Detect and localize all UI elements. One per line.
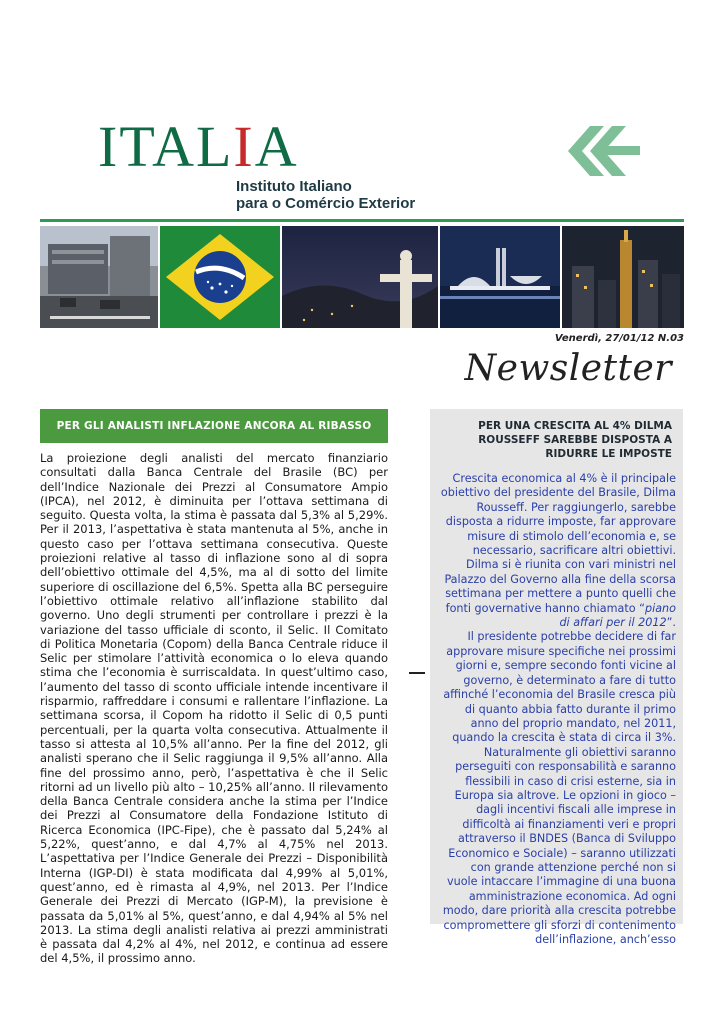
right-article-body [440, 472, 676, 947]
column-divider-dash [409, 672, 425, 674]
brazil-flag-photo [160, 226, 280, 328]
left-article-heading: PER GLI ANALISTI INFLAZIONE ANCORA AL RIBASSO [40, 409, 388, 443]
newsletter-title: Newsletter [464, 348, 672, 389]
org-name-line-1: Instituto Italiano [236, 178, 352, 195]
left-article-body: La proiezione degli analisti del mercato finanziario consultati dalla Banca Centrale del Brasile (BC) per dell’Indice Nazionale dei Prezzi al Consumatore Ampio (IPCA), nel 2012, è diminuita per l’ottava settimana di seguito. Questa volta, la stima è passata dal 5,3% al 5,29%. Per il 2013, l’aspettativa è stata mantenuta al 5%, anche in questo caso per l’ottava settimana consecutiva. Queste proiezioni relative al tasso di inflazione sono al di sopra dell’obiettivo ottimale del 4,5%, ma al di sotto del limite superiore di oscillazione del 6,5%. Spetta alla BC perseguire l’obiettivo ottimale relativo all’inflazione stabilito dal governo. Uno degli strumenti per controllare i prezzi è la variazione del tasso ufficiale di sconto, il Selic. Il Comitato di Politica Monetaria (Copom) della Banca Centrale riduce il Selic per stimolare l’attività economica o lo eleva quando stima che l’economia è surriscaldata. In quest’ultimo caso, l’aumento del tasso di sconto ufficiale intende incentivare il risparmio, raffreddare i consumi e rallentare l’inflazione. La settimana scorsa, il Copom ha ridotto il Selic di 0,5 punti percentuali, per la quarta volta consecutiva. Attualmente il tasso si attesta al 10,5% all’anno. Per la fine del 2012, gli analisti sperano che il Selic raggiunga il 9,5% all’anno. Alla fine del prossimo anno, però, l’aspettativa è che il Selic ritorni ad un livello più alto – 10,25% all’anno. Il rilevamento della Banca Centrale considera anche la stima per l’Indice dei Prezzi al Consumatore della Fondazione Istituto di Ricerca Economica (IPC-Fipe), che è passato dal 5,24% al 5,22%, quest’anno, e dal 4,7% al 4,75% nel 2013. L’aspettativa per l’Indice Generale dei Prezzi – Disponibilità Interna (IGP-DI) è stata modificata dal 4,99% al 5,01%, quest’anno, ed è rimasta al 4,9%, nel 2013. Per l’Indice Generale dei Prezzi di Mercato (IGP-M), la previsione è passata da 5,01% al 5%, quest’anno, e dal 4,94% al 5% nel 2013. La stima degli analisti relativa ai prezzi amministrati è passata dal 4,2% al 4%, nel 2012, e continua ad essere del 4,5%, il prossimo anno. [40, 451, 388, 966]
issue-date-number: Venerdì, 27/01/12 N.03 [554, 333, 684, 344]
double-chevron-arrow-icon [564, 124, 642, 178]
right-article-paragraph-2: Il presidente potrebbe decidere di far approvare misure specifiche nei prossimi giorni e, sempre secondo fonti vicine al governo, è determinato a fare di tutto affinché l’economia del Brasile cresca più di quanto abbia fatto durante il primo anno del proprio mandato, nel 2011, quando la crescita è stata di circa il 3%. [443, 630, 676, 745]
brasilia-congress-photo [440, 226, 560, 328]
night-skyline-photo [562, 226, 684, 328]
right-article-quote: piano di affari per il 2012 [559, 601, 676, 630]
italia-wordmark: ITALIA [98, 114, 299, 179]
right-article-heading: PER UNA CRESCITA AL 4% DILMA ROUSSEFF SAREBBE DISPOSTA A RIDURRE LE IMPOSTE [478, 420, 672, 460]
header-divider [40, 219, 684, 222]
org-name-line-2: para o Comércio Exterior [236, 195, 416, 212]
right-article-paragraph-1: Crescita economica al 4% è il principale obiettivo del presidente del Brasile, Dilma Rousseff. Per raggiungerlo, sarebbe disposta a ridurre imposte, far approvare misure di stimolo dell’economia e, se necessario, sacrificare altri obiettivi. Dilma si è riunita con vari ministri nel Palazzo del Governo alla fine della scorsa settimana per mettere a punto quelli che fonti governative hanno chiamato “piano di affari per il 2012”. [440, 472, 676, 630]
christ-redeemer-photo [282, 226, 438, 328]
city-street-photo [40, 226, 158, 328]
right-article-paragraph-3: Naturalmente gli obiettivi saranno perseguiti con responsabilità e saranno flessibili in caso di crisi esterne, sia in Europa sia altrove. Le opzioni in gioco – dagli incentivi fiscali alle imprese in difficoltà ai finanziamenti veri e propri attraverso il BNDES (Banca di Sviluppo Economico e Sociale) – saranno utilizzati con grande attenzione perché non si vuole intaccare l’immagine di una buona amministrazione economica. Ad ogni modo, dare priorità alla crescita potrebbe compromettere gli sforzi di contenimento dell’inflazione, anch’esso [442, 745, 676, 946]
photo-banner [40, 226, 684, 328]
